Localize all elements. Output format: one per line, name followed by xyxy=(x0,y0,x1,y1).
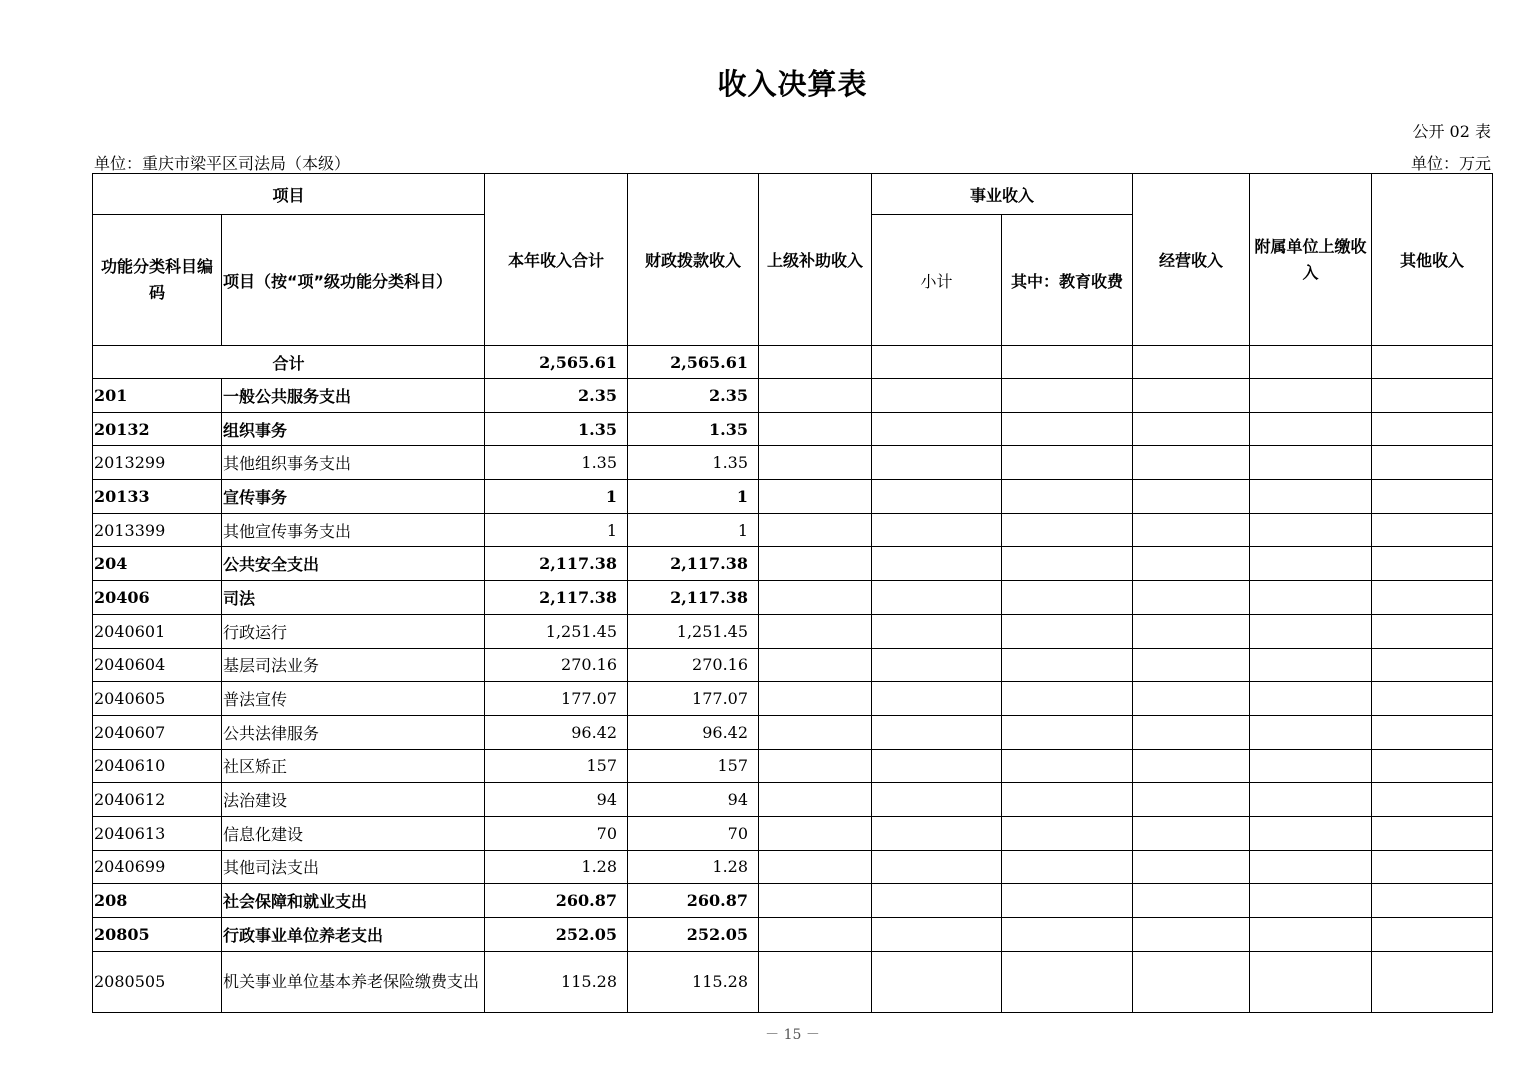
empty-cell xyxy=(872,816,1002,850)
table-row xyxy=(93,614,1493,648)
total-income-cell: 1.28 xyxy=(485,850,628,884)
empty-cell xyxy=(1372,850,1493,884)
empty-cell xyxy=(1372,547,1493,581)
table-row xyxy=(93,850,1493,884)
empty-cell xyxy=(1372,480,1493,514)
item-name-cell: 公共法律服务 xyxy=(222,715,485,749)
total-row xyxy=(93,346,1493,379)
empty-cell xyxy=(759,513,872,547)
empty-cell xyxy=(1133,951,1250,1012)
empty-cell xyxy=(872,480,1002,514)
form-code: 公开 02 表 xyxy=(1412,122,1491,141)
empty-cell xyxy=(1133,715,1250,749)
func-code-cell: 20805 xyxy=(93,918,222,952)
func-code-cell: 2013299 xyxy=(93,446,222,480)
empty-cell xyxy=(872,547,1002,581)
empty-cell xyxy=(1250,783,1372,817)
empty-cell xyxy=(1133,379,1250,413)
empty-cell xyxy=(872,715,1002,749)
empty-cell xyxy=(759,547,872,581)
empty-cell xyxy=(1133,648,1250,682)
fiscal-allocation-cell: 96.42 xyxy=(628,715,759,749)
func-code-cell: 2040605 xyxy=(93,682,222,716)
func-code-cell: 2013399 xyxy=(93,513,222,547)
item-name-cell: 社会保障和就业支出 xyxy=(222,884,485,918)
empty-cell xyxy=(1250,648,1372,682)
empty-cell xyxy=(759,850,872,884)
page-title: 收入决算表 xyxy=(717,67,868,101)
empty-cell xyxy=(1250,682,1372,716)
empty-cell xyxy=(1133,412,1250,446)
empty-cell xyxy=(872,783,1002,817)
fiscal-allocation-cell: 2,117.38 xyxy=(628,547,759,581)
empty-cell xyxy=(872,346,1002,379)
empty-cell xyxy=(872,749,1002,783)
item-name-cell: 其他司法支出 xyxy=(222,850,485,884)
empty-cell xyxy=(1372,783,1493,817)
empty-cell xyxy=(1002,648,1133,682)
item-name-cell: 行政运行 xyxy=(222,614,485,648)
empty-cell xyxy=(1250,547,1372,581)
empty-cell xyxy=(1133,614,1250,648)
empty-cell xyxy=(759,918,872,952)
total-income-cell: 157 xyxy=(485,749,628,783)
fiscal-allocation-cell: 1.28 xyxy=(628,850,759,884)
item-name-cell: 一般公共服务支出 xyxy=(222,379,485,413)
table-row xyxy=(93,648,1493,682)
total-label: 合计 xyxy=(93,346,485,379)
empty-cell xyxy=(759,379,872,413)
empty-cell xyxy=(872,379,1002,413)
header-row-1 xyxy=(93,174,1493,215)
empty-cell xyxy=(1002,951,1133,1012)
func-code-cell: 2040610 xyxy=(93,749,222,783)
empty-cell xyxy=(1250,614,1372,648)
func-code-cell: 2080505 xyxy=(93,951,222,1012)
empty-cell xyxy=(1133,346,1250,379)
item-name-cell: 公共安全支出 xyxy=(222,547,485,581)
item-name-cell: 宣传事务 xyxy=(222,480,485,514)
total-income-cell: 260.87 xyxy=(485,884,628,918)
table-row xyxy=(93,480,1493,514)
empty-cell xyxy=(1372,379,1493,413)
table-row xyxy=(93,715,1493,749)
empty-cell xyxy=(1002,816,1133,850)
empty-cell xyxy=(759,648,872,682)
empty-cell xyxy=(1372,918,1493,952)
empty-cell xyxy=(872,682,1002,716)
func-code-cell: 2040604 xyxy=(93,648,222,682)
table-row xyxy=(93,412,1493,446)
empty-cell xyxy=(1133,884,1250,918)
empty-cell xyxy=(1372,749,1493,783)
empty-cell xyxy=(759,715,872,749)
empty-cell xyxy=(1133,581,1250,615)
func-code-cell: 2040613 xyxy=(93,816,222,850)
empty-cell xyxy=(872,850,1002,884)
empty-cell xyxy=(872,884,1002,918)
empty-cell xyxy=(1250,951,1372,1012)
empty-cell xyxy=(1372,816,1493,850)
empty-cell xyxy=(1133,682,1250,716)
empty-cell xyxy=(1372,581,1493,615)
empty-cell xyxy=(1250,581,1372,615)
empty-cell xyxy=(759,951,872,1012)
empty-cell xyxy=(1002,749,1133,783)
empty-cell xyxy=(1133,547,1250,581)
fiscal-allocation-cell: 177.07 xyxy=(628,682,759,716)
empty-cell xyxy=(1002,581,1133,615)
empty-cell xyxy=(1372,884,1493,918)
header-item: 项目 xyxy=(93,174,485,215)
fiscal-allocation-cell: 1 xyxy=(628,513,759,547)
header-affiliated-unit: 附属单位上缴收入 xyxy=(1250,174,1372,346)
total-income-cell: 1,251.45 xyxy=(485,614,628,648)
reporting-unit: 单位：重庆市梁平区司法局（本级） xyxy=(94,154,351,173)
total-income-cell: 177.07 xyxy=(485,682,628,716)
total-income-value: 2,565.61 xyxy=(485,346,628,379)
empty-cell xyxy=(1250,715,1372,749)
empty-cell xyxy=(1372,648,1493,682)
table-row xyxy=(93,446,1493,480)
empty-cell xyxy=(872,918,1002,952)
empty-cell xyxy=(759,783,872,817)
func-code-cell: 20133 xyxy=(93,480,222,514)
empty-cell xyxy=(1133,513,1250,547)
empty-cell xyxy=(1372,412,1493,446)
empty-cell xyxy=(872,412,1002,446)
income-statement-table xyxy=(92,173,1493,1013)
func-code-cell: 20132 xyxy=(93,412,222,446)
item-name-cell: 普法宣传 xyxy=(222,682,485,716)
header-other-income: 其他收入 xyxy=(1372,174,1493,346)
empty-cell xyxy=(1002,850,1133,884)
func-code-cell: 201 xyxy=(93,379,222,413)
empty-cell xyxy=(1002,547,1133,581)
total-income-cell: 1 xyxy=(485,513,628,547)
empty-cell xyxy=(1250,379,1372,413)
fiscal-allocation-cell: 2.35 xyxy=(628,379,759,413)
empty-cell xyxy=(872,951,1002,1012)
fiscal-allocation-cell: 115.28 xyxy=(628,951,759,1012)
empty-cell xyxy=(759,682,872,716)
header-subtotal: 小计 xyxy=(872,215,1002,346)
item-name-cell: 组织事务 xyxy=(222,412,485,446)
empty-cell xyxy=(1372,446,1493,480)
table-row xyxy=(93,749,1493,783)
empty-cell xyxy=(1133,816,1250,850)
func-code-cell: 2040607 xyxy=(93,715,222,749)
empty-cell xyxy=(1372,951,1493,1012)
fiscal-allocation-cell: 1 xyxy=(628,480,759,514)
total-income-cell: 270.16 xyxy=(485,648,628,682)
total-income-cell: 1.35 xyxy=(485,446,628,480)
fiscal-allocation-cell: 2,117.38 xyxy=(628,581,759,615)
fiscal-allocation-cell: 260.87 xyxy=(628,884,759,918)
empty-cell xyxy=(872,614,1002,648)
empty-cell xyxy=(1372,682,1493,716)
item-name-cell: 基层司法业务 xyxy=(222,648,485,682)
total-income-cell: 94 xyxy=(485,783,628,817)
empty-cell xyxy=(1250,446,1372,480)
table-row xyxy=(93,513,1493,547)
empty-cell xyxy=(759,480,872,514)
empty-cell xyxy=(1250,412,1372,446)
empty-cell xyxy=(1372,513,1493,547)
empty-cell xyxy=(1133,850,1250,884)
total-income-cell: 115.28 xyxy=(485,951,628,1012)
header-total-income: 本年收入合计 xyxy=(485,174,628,346)
item-name-cell: 机关事业单位基本养老保险缴费支出 xyxy=(222,951,485,1012)
empty-cell xyxy=(1002,480,1133,514)
fiscal-allocation-cell: 270.16 xyxy=(628,648,759,682)
func-code-cell: 2040601 xyxy=(93,614,222,648)
header-career-income: 事业收入 xyxy=(872,174,1133,215)
empty-cell xyxy=(872,648,1002,682)
empty-cell xyxy=(1133,749,1250,783)
empty-cell xyxy=(1250,918,1372,952)
empty-cell xyxy=(759,446,872,480)
empty-cell xyxy=(872,446,1002,480)
item-name-cell: 其他宣传事务支出 xyxy=(222,513,485,547)
table-row xyxy=(93,783,1493,817)
table-row xyxy=(93,816,1493,850)
fiscal-allocation-cell: 94 xyxy=(628,783,759,817)
page-number: － 15 － xyxy=(765,1027,820,1043)
empty-cell xyxy=(1250,816,1372,850)
empty-cell xyxy=(1133,446,1250,480)
fiscal-allocation-cell: 252.05 xyxy=(628,918,759,952)
table-row xyxy=(93,682,1493,716)
header-fiscal-allocation: 财政拨款收入 xyxy=(628,174,759,346)
table-row xyxy=(93,951,1493,1012)
func-code-cell: 208 xyxy=(93,884,222,918)
empty-cell xyxy=(1250,850,1372,884)
table-row xyxy=(93,379,1493,413)
empty-cell xyxy=(1002,412,1133,446)
empty-cell xyxy=(1002,446,1133,480)
header-business-income: 经营收入 xyxy=(1133,174,1250,346)
empty-cell xyxy=(1250,480,1372,514)
func-code-cell: 20406 xyxy=(93,581,222,615)
item-name-cell: 信息化建设 xyxy=(222,816,485,850)
empty-cell xyxy=(1002,682,1133,716)
total-income-cell: 252.05 xyxy=(485,918,628,952)
empty-cell xyxy=(759,346,872,379)
empty-cell xyxy=(759,581,872,615)
empty-cell xyxy=(1002,346,1133,379)
empty-cell xyxy=(1372,346,1493,379)
empty-cell xyxy=(759,884,872,918)
empty-cell xyxy=(759,816,872,850)
total-income-cell: 1.35 xyxy=(485,412,628,446)
empty-cell xyxy=(1133,480,1250,514)
empty-cell xyxy=(1002,918,1133,952)
empty-cell xyxy=(759,614,872,648)
item-name-cell: 其他组织事务支出 xyxy=(222,446,485,480)
table-row xyxy=(93,547,1493,581)
empty-cell xyxy=(1002,513,1133,547)
empty-cell xyxy=(1002,884,1133,918)
total-income-cell: 96.42 xyxy=(485,715,628,749)
total-income-cell: 2.35 xyxy=(485,379,628,413)
empty-cell xyxy=(759,412,872,446)
total-income-cell: 2,117.38 xyxy=(485,547,628,581)
total-fiscal-value: 2,565.61 xyxy=(628,346,759,379)
empty-cell xyxy=(1372,614,1493,648)
table-row xyxy=(93,581,1493,615)
empty-cell xyxy=(1002,783,1133,817)
empty-cell xyxy=(872,513,1002,547)
empty-cell xyxy=(1250,884,1372,918)
total-income-cell: 1 xyxy=(485,480,628,514)
header-edu-fee: 其中：教育收费 xyxy=(1002,215,1133,346)
empty-cell xyxy=(1250,749,1372,783)
func-code-cell: 2040699 xyxy=(93,850,222,884)
item-name-cell: 社区矫正 xyxy=(222,749,485,783)
func-code-cell: 204 xyxy=(93,547,222,581)
fiscal-allocation-cell: 70 xyxy=(628,816,759,850)
currency-unit: 单位：万元 xyxy=(1410,154,1491,173)
item-name-cell: 法治建设 xyxy=(222,783,485,817)
empty-cell xyxy=(1372,715,1493,749)
empty-cell xyxy=(1250,513,1372,547)
empty-cell xyxy=(872,581,1002,615)
fiscal-allocation-cell: 1.35 xyxy=(628,446,759,480)
total-income-cell: 2,117.38 xyxy=(485,581,628,615)
func-code-cell: 2040612 xyxy=(93,783,222,817)
empty-cell xyxy=(1133,783,1250,817)
empty-cell xyxy=(759,749,872,783)
table-row xyxy=(93,884,1493,918)
empty-cell xyxy=(1002,614,1133,648)
fiscal-allocation-cell: 157 xyxy=(628,749,759,783)
empty-cell xyxy=(1002,715,1133,749)
empty-cell xyxy=(1002,379,1133,413)
header-superior-subsidy: 上级补助收入 xyxy=(759,174,872,346)
item-name-cell: 行政事业单位养老支出 xyxy=(222,918,485,952)
header-func-code: 功能分类科目编码 xyxy=(93,215,222,346)
empty-cell xyxy=(1250,346,1372,379)
empty-cell xyxy=(1133,918,1250,952)
total-income-cell: 70 xyxy=(485,816,628,850)
header-item-name: 项目（按“项”级功能分类科目） xyxy=(222,215,485,346)
fiscal-allocation-cell: 1.35 xyxy=(628,412,759,446)
fiscal-allocation-cell: 1,251.45 xyxy=(628,614,759,648)
item-name-cell: 司法 xyxy=(222,581,485,615)
table-row xyxy=(93,918,1493,952)
